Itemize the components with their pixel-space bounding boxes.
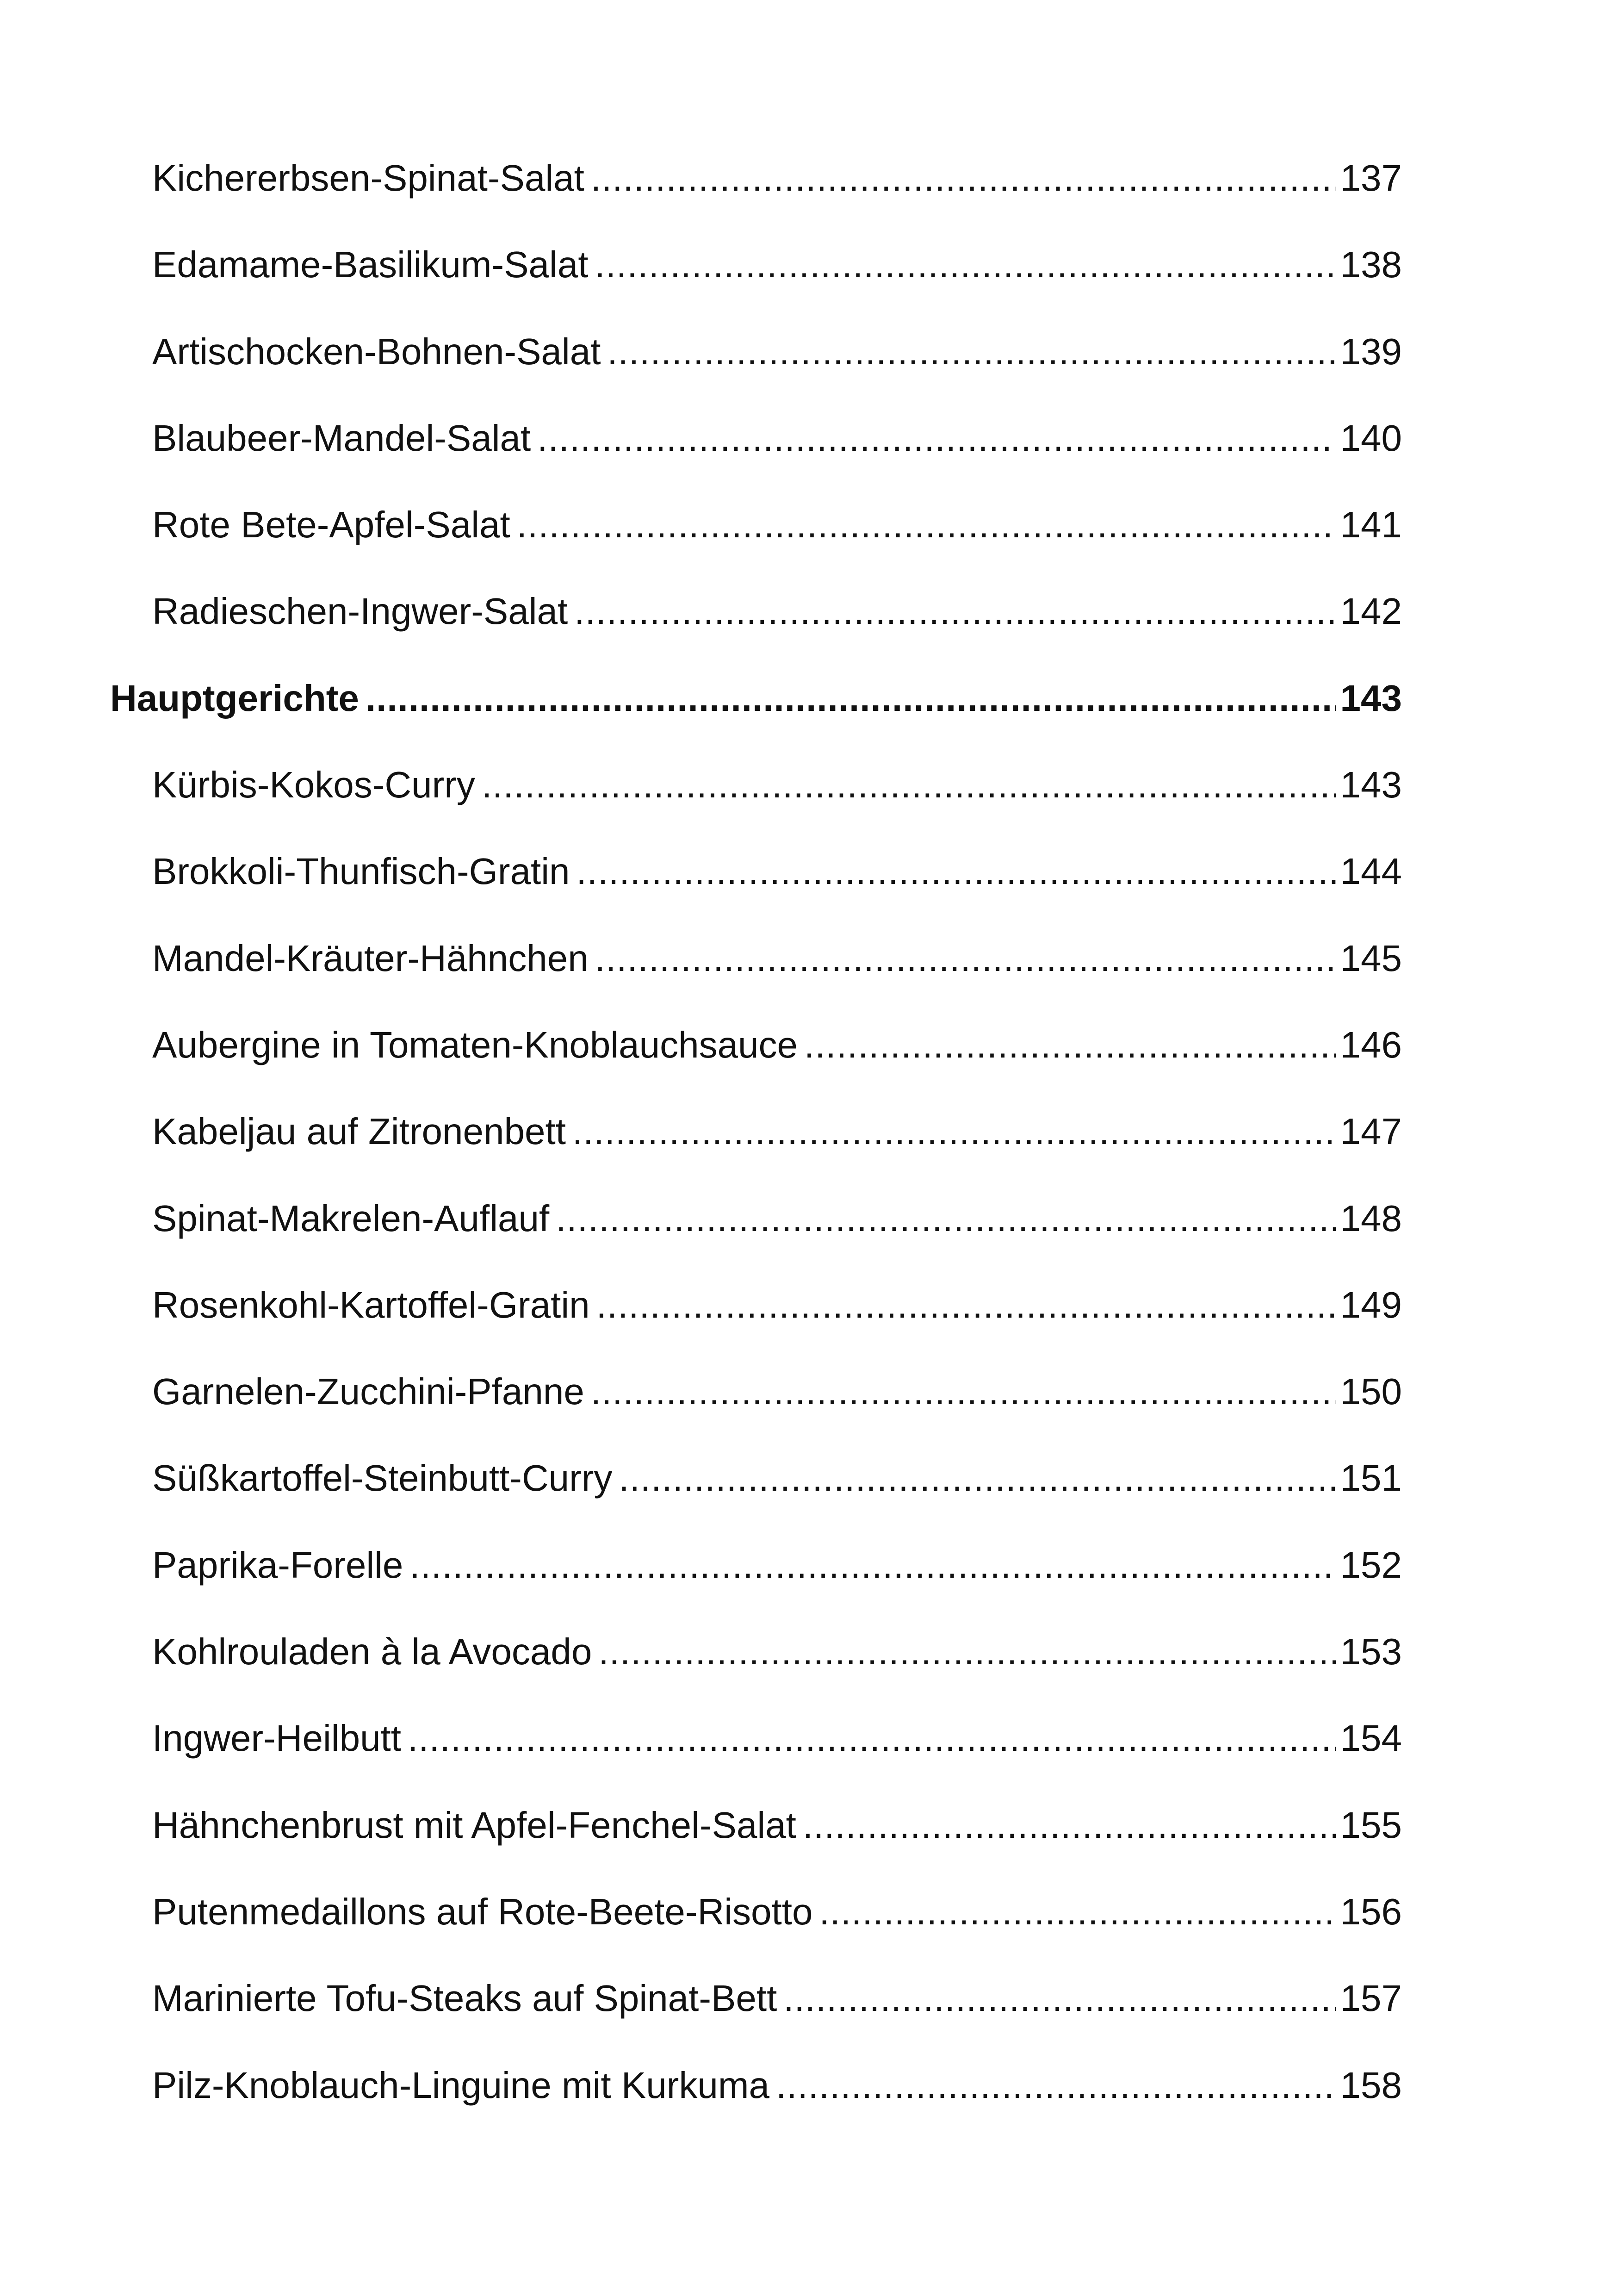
- toc-entry-page: 151: [1340, 1457, 1402, 1499]
- toc-entry-title: Brokkoli-Thunfisch-Gratin: [152, 851, 570, 892]
- dot-leader: [366, 680, 1336, 717]
- toc-entry[interactable]: [110, 1024, 1402, 1113]
- toc-entry-page: 155: [1340, 1804, 1402, 1846]
- toc-entry[interactable]: [110, 593, 1402, 679]
- toc-entry-page: 142: [1340, 591, 1402, 632]
- toc-entry-title: Kürbis-Kokos-Curry: [152, 764, 475, 806]
- toc-entry-page: 156: [1340, 1891, 1402, 1932]
- toc-entry-title: Putenmedaillons auf Rote-Beete-Risotto: [152, 1891, 813, 1932]
- toc-entry-title: Kichererbsen-Spinat-Salat: [152, 157, 584, 199]
- toc-entry-page: 158: [1340, 2064, 1402, 2106]
- toc-entry-title: Pilz-Knoblauch-Linguine mit Kurkuma: [152, 2064, 769, 2106]
- toc-entry-page: 141: [1340, 504, 1402, 546]
- toc-entry[interactable]: [110, 417, 1402, 506]
- toc-entry[interactable]: [110, 330, 1402, 420]
- dot-leader: [595, 940, 1336, 977]
- toc-entry[interactable]: [110, 1893, 1402, 1980]
- toc-entry-title: Mandel-Kräuter-Hähnchen: [152, 937, 589, 979]
- dot-leader: [482, 766, 1336, 803]
- toc-entry-page: 147: [1340, 1111, 1402, 1152]
- dot-leader: [577, 853, 1336, 890]
- toc-entry[interactable]: [110, 246, 1402, 333]
- toc-entry[interactable]: [110, 1633, 1402, 1720]
- toc-entry[interactable]: [110, 853, 1402, 940]
- toc-entry-title: Aubergine in Tomaten-Knoblauchsauce: [152, 1024, 798, 1065]
- toc-entry-title: Süßkartoffel-Steinbutt-Curry: [152, 1457, 613, 1499]
- toc-entry-title: Rosenkohl-Kartoffel-Gratin: [152, 1284, 590, 1325]
- dot-leader: [595, 246, 1336, 283]
- toc-entry-page: 139: [1340, 330, 1402, 372]
- toc-entry[interactable]: [110, 1717, 1402, 1806]
- dot-leader: [819, 1893, 1335, 1930]
- toc-section-page: 143: [1340, 677, 1402, 719]
- toc-section-heading[interactable]: [110, 677, 1402, 766]
- toc-entry-title: Spinat-Makrelen-Auflauf: [152, 1197, 550, 1239]
- dot-leader: [409, 1547, 1335, 1584]
- toc-entry-page: 148: [1340, 1197, 1402, 1239]
- toc-entry-page: 150: [1340, 1371, 1402, 1412]
- toc-entry-title: Hähnchenbrust mit Apfel-Fenchel-Salat: [152, 1804, 796, 1846]
- toc-entry-title: Garnelen-Zucchini-Pfanne: [152, 1371, 584, 1412]
- toc-entry[interactable]: [110, 766, 1402, 853]
- toc-entry-page: 138: [1340, 244, 1402, 286]
- toc-entry[interactable]: [110, 1284, 1402, 1373]
- toc-entry-page: 140: [1340, 417, 1402, 459]
- dot-leader: [591, 1373, 1336, 1410]
- toc-entry-title: Blaubeer-Mandel-Salat: [152, 417, 531, 459]
- dot-leader: [572, 1113, 1336, 1150]
- dot-leader: [574, 593, 1335, 630]
- toc-entry-title: Kabeljau auf Zitronenbett: [152, 1111, 566, 1152]
- toc-entry-page: 153: [1340, 1631, 1402, 1673]
- toc-entry-page: 149: [1340, 1284, 1402, 1325]
- dot-leader: [598, 1633, 1335, 1670]
- toc-entry-title: Marinierte Tofu-Steaks auf Spinat-Bett: [152, 1978, 777, 2019]
- dot-leader: [803, 1807, 1336, 1844]
- dot-leader: [619, 1460, 1335, 1497]
- toc-entry[interactable]: [110, 1544, 1402, 1633]
- toc-entry[interactable]: [110, 1197, 1402, 1287]
- toc-entry-title: Kohlrouladen à la Avocado: [152, 1631, 592, 1673]
- dot-leader: [591, 160, 1336, 197]
- toc-entry-page: 146: [1340, 1024, 1402, 1065]
- dot-leader: [776, 2067, 1336, 2104]
- toc-entry[interactable]: [110, 1113, 1402, 1200]
- dot-leader: [517, 506, 1336, 543]
- toc-entry-page: 143: [1340, 764, 1402, 806]
- toc-entry-page: 144: [1340, 851, 1402, 892]
- dot-leader: [783, 1980, 1335, 2017]
- toc-entry[interactable]: [110, 506, 1402, 593]
- toc-entry-page: 137: [1340, 157, 1402, 199]
- toc-entry-page: 145: [1340, 937, 1402, 979]
- dot-leader: [408, 1720, 1336, 1757]
- table-of-contents: [110, 157, 1402, 2153]
- dot-leader: [596, 1287, 1336, 1324]
- toc-entry-page: 152: [1340, 1544, 1402, 1586]
- toc-entry[interactable]: [110, 1804, 1402, 1893]
- toc-entry[interactable]: [110, 1373, 1402, 1460]
- toc-entry-page: 157: [1340, 1978, 1402, 2019]
- toc-entry-title: Ingwer-Heilbutt: [152, 1717, 402, 1759]
- toc-entry-title: Edamame-Basilikum-Salat: [152, 244, 589, 286]
- toc-entry-title: Rote Bete-Apfel-Salat: [152, 504, 510, 546]
- toc-entry[interactable]: [110, 937, 1402, 1027]
- dot-leader: [607, 333, 1335, 370]
- toc-entry-title: Radieschen-Ingwer-Salat: [152, 591, 568, 632]
- toc-entry-page: 154: [1340, 1717, 1402, 1759]
- dot-leader: [537, 420, 1335, 457]
- dot-leader: [804, 1027, 1335, 1064]
- toc-entry[interactable]: [110, 1457, 1402, 1546]
- toc-entry[interactable]: [110, 157, 1402, 246]
- toc-section-title: Hauptgerichte: [110, 677, 359, 719]
- toc-entry-title: Paprika-Forelle: [152, 1544, 403, 1586]
- dot-leader: [556, 1200, 1335, 1237]
- toc-entry[interactable]: [110, 1980, 1402, 2066]
- toc-entry[interactable]: [110, 2064, 1402, 2153]
- toc-entry-title: Artischocken-Bohnen-Salat: [152, 330, 601, 372]
